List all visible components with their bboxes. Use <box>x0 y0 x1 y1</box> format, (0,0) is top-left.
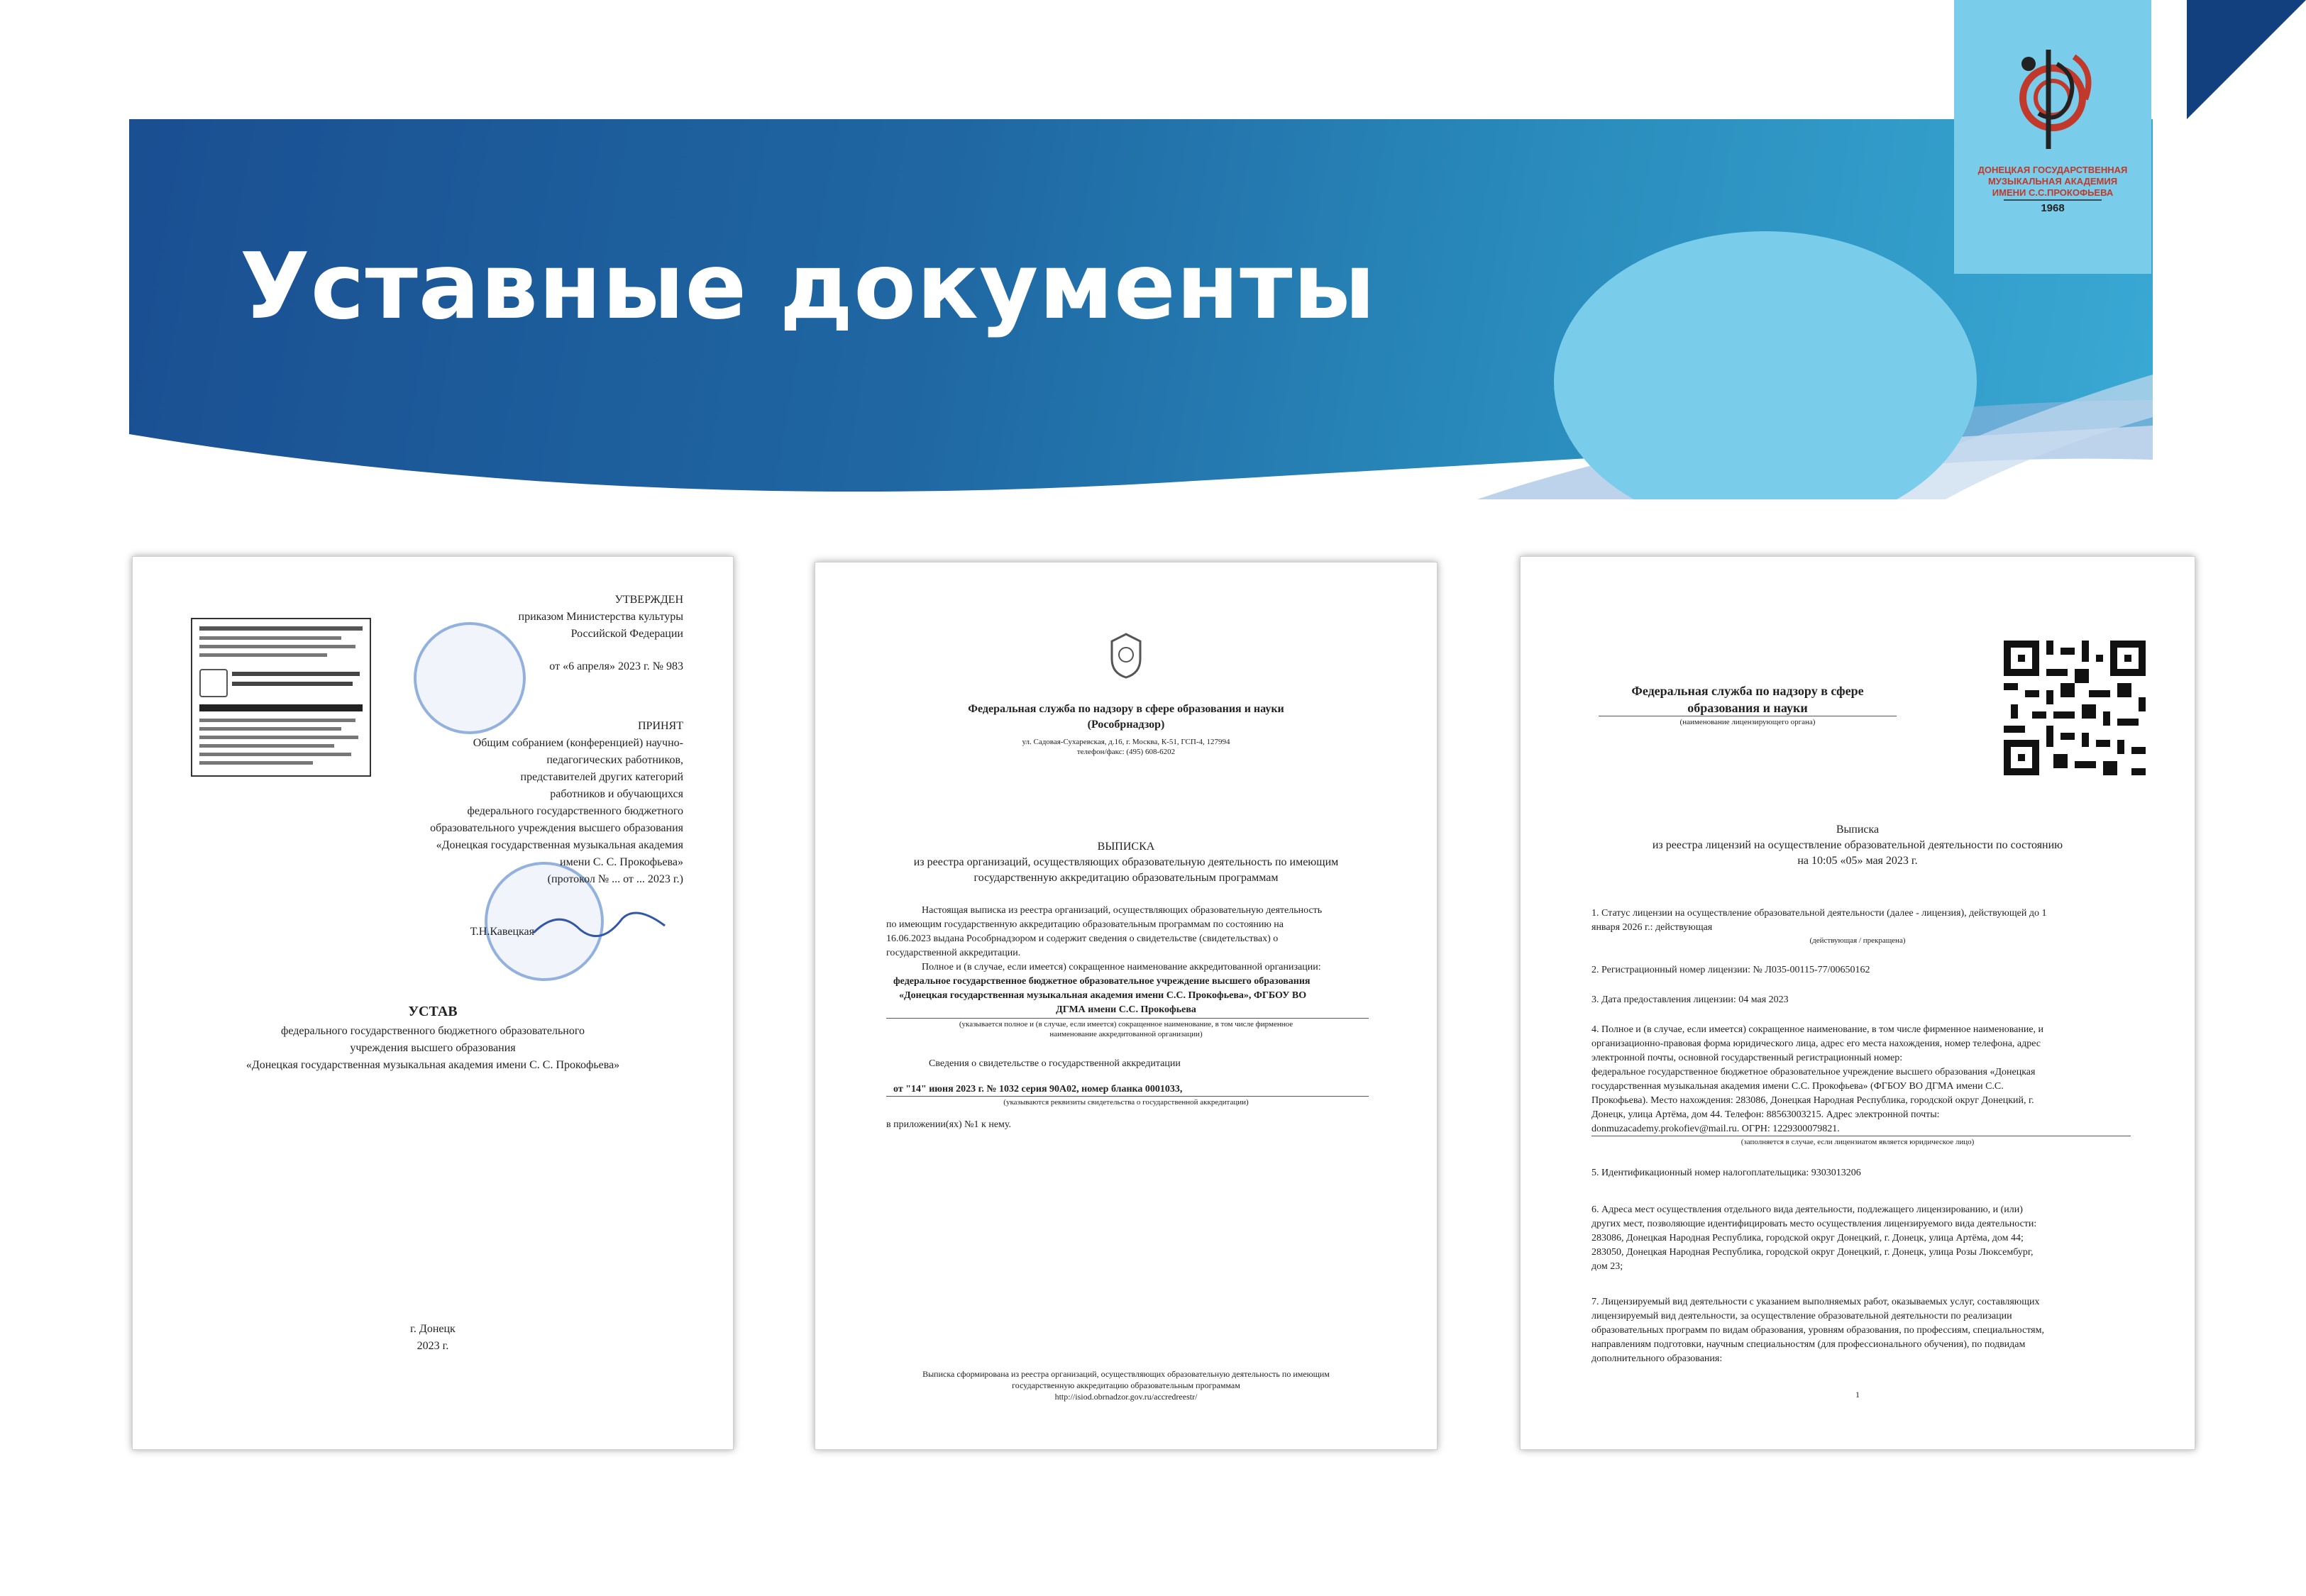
document-charter <box>132 556 734 1450</box>
charter-city: г. Донецк <box>410 1323 456 1335</box>
license-text: образовательных программ по видам образования, уровням образования, по профессиям, специальностям, <box>1591 1325 2044 1336</box>
license-note: (заполняется в случае, если лицензиатом является юридическое лицо) <box>1740 1138 1975 1146</box>
agency-name: Федеральная служба по надзору в сфере образования и науки <box>968 703 1284 715</box>
accepted-text: педагогических работников, <box>546 754 683 766</box>
license-text: направлениям подготовки, научным специальностям (для профессионального обучения), по подвидам <box>1591 1339 2026 1350</box>
license-note: (действующая / прекращена) <box>1809 936 1906 945</box>
license-text: федеральное государственное бюджетное образовательное учреждение высшего образования «Донецкая <box>1591 1067 2036 1077</box>
license-date: 3. Дата предоставления лицензии: 04 мая 2023 <box>1591 994 1789 1005</box>
official-stamp <box>414 622 526 734</box>
license-text: 283050, Донецкая Народная Республика, городской округ Донецкий, г. Донецк, улица Розы Люксембург, <box>1591 1247 2034 1258</box>
charter-year: 2023 г. <box>416 1340 449 1352</box>
charter-subtitle: федерального государственного бюджетного образовательного <box>280 1025 585 1037</box>
slide-title: Уставные документы <box>240 234 1377 340</box>
charter-subtitle: «Донецкая государственная музыкальная академия имени С. С. Прокофьева» <box>246 1059 620 1071</box>
approved-label: УТВЕРЖДЕН <box>614 594 683 606</box>
extract-note: (указываются реквизиты свидетельства о государственной аккредитации) <box>1003 1098 1249 1107</box>
extract-note: (указывается полное и (в случае, если имеется) сокращенное наименование, в том числе фирменное <box>959 1020 1293 1029</box>
accepted-text: «Донецкая государственная музыкальная академия <box>436 839 683 851</box>
certificate-details: от "14" июня 2023 г. № 1032 серия 90А02, номер бланка 0001033, <box>893 1084 1183 1095</box>
accepted-text: имени С. С. Прокофьева» <box>560 856 683 868</box>
organization-name: федеральное государственное бюджетное образовательное учреждение высшего образования <box>893 976 1311 987</box>
charter-title: УСТАВ <box>408 1004 458 1019</box>
accepted-text: Общим собранием (конференцией) научно- <box>473 737 683 749</box>
accepted-text: федерального государственного бюджетного <box>467 805 683 817</box>
document-license-extract <box>1520 556 2195 1450</box>
logo-line-1: ДОНЕЦКАЯ ГОСУДАРСТВЕННАЯ <box>1977 165 2128 175</box>
license-text: donmuzacademy.prokofiev@mail.ru. ОГРН: 1229300079821. <box>1591 1124 1840 1134</box>
accepted-text: образовательного учреждения высшего образования <box>430 822 683 834</box>
organization-name: «Донецкая государственная музыкальная академия имени С.С. Прокофьева», ФГБОУ ВО <box>899 990 1307 1001</box>
extract-text: государственной аккредитации. <box>886 948 1021 958</box>
license-text: дом 23; <box>1591 1261 1623 1272</box>
extract-text: Настоящая выписка из реестра организаций, осуществляющих образовательную деятельность <box>922 905 1323 916</box>
agency-phone: телефон/факс: (495) 608-6202 <box>1076 748 1176 756</box>
license-text: электронной почты, основной государственный регистрационный номер: <box>1591 1053 1903 1063</box>
extract-note: наименование аккредитованной организации) <box>1049 1030 1203 1038</box>
corner-decoration <box>2187 0 2306 119</box>
license-text: 1. Статус лицензии на осуществление образовательной деятельности (далее - лицензия), действующей до 1 <box>1591 908 2047 919</box>
license-text: 4. Полное и (в случае, если имеется) сокращенное наименование, в том числе фирменное наименование, и <box>1591 1024 2044 1035</box>
extract-text: по имеющим государственную аккредитацию образовательным программам по состоянию на <box>886 919 1284 930</box>
extract-title: ВЫПИСКА <box>1097 841 1155 853</box>
organization-name: ДГМА имени С.С. Прокофьева <box>1056 1004 1196 1015</box>
extract-footer: Выписка сформирована из реестра организаций, осуществляющих образовательную деятельность по имеющим <box>922 1369 1330 1379</box>
extract-text: в приложении(ях) №1 к нему. <box>886 1119 1011 1130</box>
extract-subtitle: на 10:05 «05» мая 2023 г. <box>1797 855 1918 867</box>
page-number: 1 <box>1855 1390 1860 1400</box>
charter-subtitle: учреждения высшего образования <box>350 1042 516 1054</box>
extract-footer: государственную аккредитацию образовательным программам <box>1012 1380 1240 1390</box>
agency-short: (Рособрнадзор) <box>1087 719 1165 731</box>
extract-subtitle: из реестра организаций, осуществляющих образовательную деятельность по имеющим <box>913 856 1339 868</box>
document-accreditation-extract <box>815 562 1438 1450</box>
license-text: дополнительного образования: <box>1591 1353 1723 1364</box>
accepted-label: ПРИНЯТ <box>637 720 683 732</box>
license-text: государственная музыкальная академия имени С.С. Прокофьева» (ФГБОУ ВО ДГМА имени С.С. <box>1591 1081 2004 1092</box>
accepted-text: работников и обучающихся <box>550 788 683 800</box>
license-text: Прокофьева). Место нахождения: 283086, Донецкая Народная Республика, городской округ Донецкий, г. <box>1591 1095 2034 1106</box>
agency-note: (наименование лицензирующего органа) <box>1679 718 1816 726</box>
agency-name: образования и науки <box>1687 701 1808 715</box>
license-inn: 5. Идентификационный номер налогоплательщика: 9303013206 <box>1591 1168 1861 1178</box>
logo-line-2: МУЗЫКАЛЬНАЯ АКАДЕМИЯ <box>1987 176 2118 187</box>
license-text: лицензируемый вид деятельности, за осуществление образовательной деятельности по реализации <box>1591 1311 2012 1321</box>
academy-logo <box>1954 0 2151 274</box>
license-text: 283086, Донецкая Народная Республика, городской округ Донецкий, г. Донецк, улица Артёма, дом 44; <box>1591 1233 2024 1243</box>
license-text: января 2026 г.: действующая <box>1591 922 1713 933</box>
license-number: 2. Регистрационный номер лицензии: № Л035-00115-77/00650162 <box>1591 965 1870 975</box>
logo-year: 1968 <box>2041 202 2065 214</box>
accepted-text: представителей других категорий <box>520 771 683 783</box>
signature-name: Т.Н.Кавецкая <box>470 926 534 938</box>
protocol-text: (протокол № ... от ... 2023 г.) <box>547 873 683 885</box>
license-text: 6. Адреса мест осуществления отдельного вида деятельности, подлежащего лицензированию, и (или) <box>1591 1204 2023 1215</box>
agency-name: Федеральная служба по надзору в сфере <box>1631 684 1864 698</box>
coat-of-arms-icon <box>1105 631 1147 680</box>
license-text: 7. Лицензируемый вид деятельности с указанием выполняемых работ, оказываемых услуг, составляющих <box>1591 1297 2040 1307</box>
approved-date: от «6 апреля» 2023 г. № 983 <box>549 660 683 672</box>
agency-address: ул. Садовая-Сухаревская, д.16, г. Москва, К-51, ГСП-4, 127994 <box>1022 738 1230 746</box>
license-text: других мест, позволяющие идентифицировать место осуществления лицензируемого вида деятельности: <box>1591 1219 2037 1229</box>
approved-text: приказом Министерства культуры <box>518 611 683 623</box>
qr-code-icon <box>2003 641 2146 775</box>
license-text: организационно-правовая форма юридического лица, адрес его места нахождения, номер телефона, адрес <box>1591 1038 2041 1049</box>
extract-footer-link: http://isiod.obrnadzor.gov.ru/accredreestr/ <box>1054 1392 1198 1402</box>
approved-text: Российской Федерации <box>570 628 683 640</box>
extract-text: 16.06.2023 выдана Рособрнадзором и содержит сведения о свидетельстве (свидетельствах) о <box>886 933 1279 944</box>
logo-line-3: ИМЕНИ С.С.ПРОКОФЬЕВА <box>1992 187 2114 198</box>
handwritten-signature <box>530 904 672 947</box>
extract-text: Сведения о свидетельстве о государственной аккредитации <box>929 1058 1181 1069</box>
extract-text: Полное и (в случае, если имеется) сокращенное наименование аккредитованной организации: <box>922 962 1321 972</box>
license-text: Донецк, улица Артёма, дом 44. Телефон: 88563003215. Адрес электронной почты: <box>1591 1109 1940 1120</box>
registration-box <box>191 618 371 777</box>
extract-subtitle: из реестра лицензий на осуществление образовательной деятельности по состоянию <box>1652 839 2063 851</box>
extract-title: Выписка <box>1836 824 1880 836</box>
extract-subtitle: государственную аккредитацию образовательным программам <box>973 872 1279 884</box>
